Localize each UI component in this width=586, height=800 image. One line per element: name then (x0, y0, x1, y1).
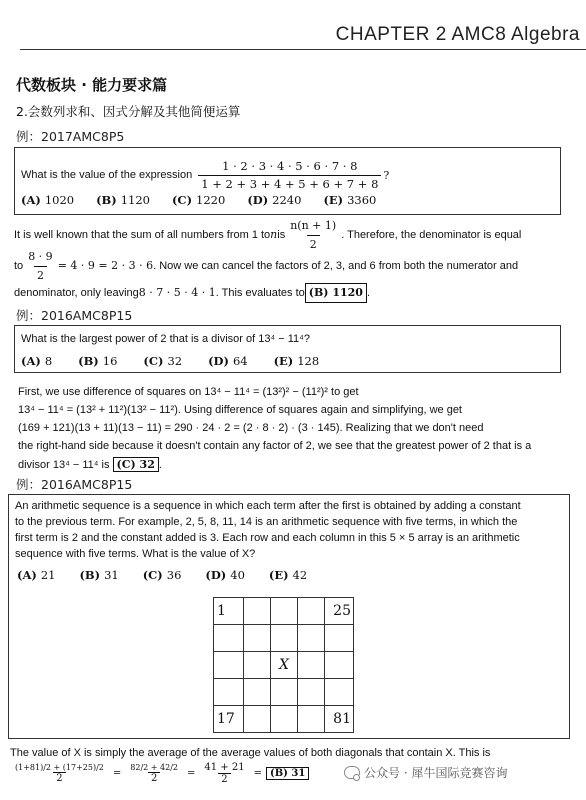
choice: (A) 1020 (21, 193, 75, 207)
answer-box: (C) 32 (113, 457, 159, 472)
solution-line: The value of X is simply the average of the average values of both diagonals that contain X. This is (10, 747, 491, 759)
fraction-numerator: 1 · 2 · 3 · 4 · 5 · 6 · 7 · 8 (222, 159, 358, 173)
grid-row (214, 706, 354, 733)
grid-cell (244, 652, 271, 679)
grid-cell (271, 679, 298, 706)
grid-cell (298, 652, 325, 679)
problem-box (14, 147, 561, 215)
solution-line: the right-hand side because it doesn't contain any factor of 2, we see that the greatest power of 2 that is a (18, 440, 532, 452)
problem-statement: An arithmetic sequence is a sequence in which each term after the first is obtained by adding a constant to the previous term. For example, 2, 5, 8, 11, 14 is an arithmetic sequence with five terms, in which the first term is 2 and the constant added is 3. Each row and each column in this 5 × 5 array is an arithmetic sequence with five terms. What is the value of X? (15, 500, 521, 560)
grid-cell: 81 (325, 706, 354, 733)
solution-line: It is well known that the sum of all numbers from 1 to n is $\frac{n(n + 1)}{2}$ . Therefore, the denominator is equal (14, 220, 574, 250)
grid-cell (298, 706, 325, 733)
grid-cell (298, 679, 325, 706)
choice: (A) 21 (17, 568, 56, 582)
grid-cell (325, 679, 354, 706)
question-end: ? (383, 169, 390, 182)
solution-line: denominator, only leaving 8 · 7 · 5 · 4 · 1 . This evaluates to (B) 1120 . (14, 282, 574, 304)
grid-cell (244, 679, 271, 706)
answer-box: (B) 31 (266, 767, 309, 780)
watermark: 公众号 · 犀牛国际竞赛咨询 (344, 764, 507, 781)
answer-choices (21, 354, 319, 368)
choice: (B) 1120 (96, 193, 150, 207)
problem-box (14, 325, 561, 373)
grid-cell (325, 652, 354, 679)
question-text: What is the largest power of 2 that is a divisor of 13⁴ − 11⁴? (21, 333, 310, 345)
choice: (A) 8 (21, 354, 53, 368)
solution-text (10, 744, 580, 762)
grid-cell (244, 598, 271, 625)
section-title: 代数板块 · 能力要求篇 (16, 76, 168, 94)
solution-line: First, we use difference of squares on 13⁴ − 11⁴ = (13²)² − (11²)² to get (18, 386, 359, 398)
choice: (B) 31 (79, 568, 119, 582)
solution-text (18, 383, 578, 474)
choice: (C) 32 (143, 354, 183, 368)
example-label: 例：2016AMC8P15 (16, 477, 133, 492)
grid-row (214, 598, 354, 625)
choice: (D) 40 (205, 568, 245, 582)
choice: (E) 128 (273, 354, 320, 368)
average-fraction: $\frac{82/2 + 42/2}{2}$ (130, 763, 178, 784)
section-subtitle: 2.会数列求和、因式分解及其他简便运算 (16, 104, 241, 119)
fraction-denominator: 1 + 2 + 3 + 4 + 5 + 6 + 7 + 8 (198, 175, 381, 193)
example-label: 例：2017AMC8P5 (16, 129, 125, 144)
solution-equation: $\frac{(1+81)/2 + (17+25)/2}{2}$ = $\frac{82/2 + 42/2}{2}$ = $\frac{41 + 21}{2}$ = (B) 31 (10, 762, 309, 785)
answer-box: (B) 1120 (305, 283, 367, 303)
sum-fraction: $\frac{n(n + 1)}{2}$ (287, 217, 339, 254)
grid-cell: 17 (214, 706, 244, 733)
solution-line: to $\frac{8 \cdot 9}{2}$ = 4 · 9 = 2 · 3 · 6 . Now we can cancel the factors of 2, 3, and 6 from both the numerator and (14, 250, 574, 282)
solution-text (14, 220, 574, 304)
solution-line: divisor 13⁴ − 11⁴ is (C) 32 . (18, 458, 162, 471)
solution-line: (169 + 121)(13 + 11)(13 − 11) = 290 · 24 · 2 = (2 · 8 · 2) · (3 · 145). Realizing that we don't need (18, 422, 484, 434)
problem-statement (21, 158, 389, 193)
grid-cell: 25 (325, 598, 354, 625)
grid-row (214, 652, 354, 679)
answer-choices (17, 568, 307, 582)
solution-line: 13⁴ − 11⁴ = (13² + 11²)(13² − 11²). Using difference of squares again and simplifying, we get (18, 404, 462, 416)
grid-cell (244, 706, 271, 733)
choice: (C) 36 (142, 568, 182, 582)
grid-cell (244, 625, 271, 652)
average-fraction: $\frac{(1+81)/2 + (17+25)/2}{2}$ (15, 763, 104, 784)
grid-cell (298, 598, 325, 625)
grid-cell (271, 706, 298, 733)
question-text: What is the value of the expression (21, 169, 193, 181)
grid-cell: X (271, 652, 298, 679)
chapter-header: CHAPTER 2 AMC8 Algebra (335, 24, 580, 45)
grid-cell (214, 625, 244, 652)
grid-row (214, 625, 354, 652)
expression-fraction (198, 158, 381, 193)
wechat-icon (344, 766, 360, 779)
grid-cell (298, 625, 325, 652)
grid-row (214, 679, 354, 706)
choice: (D) 64 (208, 354, 248, 368)
grid-cell (214, 679, 244, 706)
array-grid (213, 597, 354, 733)
denominator-fraction: $\frac{8 \cdot 9}{2}$ (25, 248, 56, 285)
grid-cell: 1 (214, 598, 244, 625)
choice: (C) 1220 (171, 193, 226, 207)
grid-cell (271, 625, 298, 652)
average-fraction: $\frac{41 + 21}{2}$ (204, 762, 245, 785)
answer-choices (21, 193, 376, 207)
header-divider (20, 49, 586, 50)
choice: (D) 2240 (247, 193, 302, 207)
choice: (B) 16 (78, 354, 118, 368)
choice: (E) 42 (268, 568, 308, 582)
choice: (E) 3360 (323, 193, 377, 207)
example-label: 例：2016AMC8P15 (16, 308, 133, 323)
grid-cell (271, 598, 298, 625)
grid-cell (214, 652, 244, 679)
grid-cell (325, 625, 354, 652)
